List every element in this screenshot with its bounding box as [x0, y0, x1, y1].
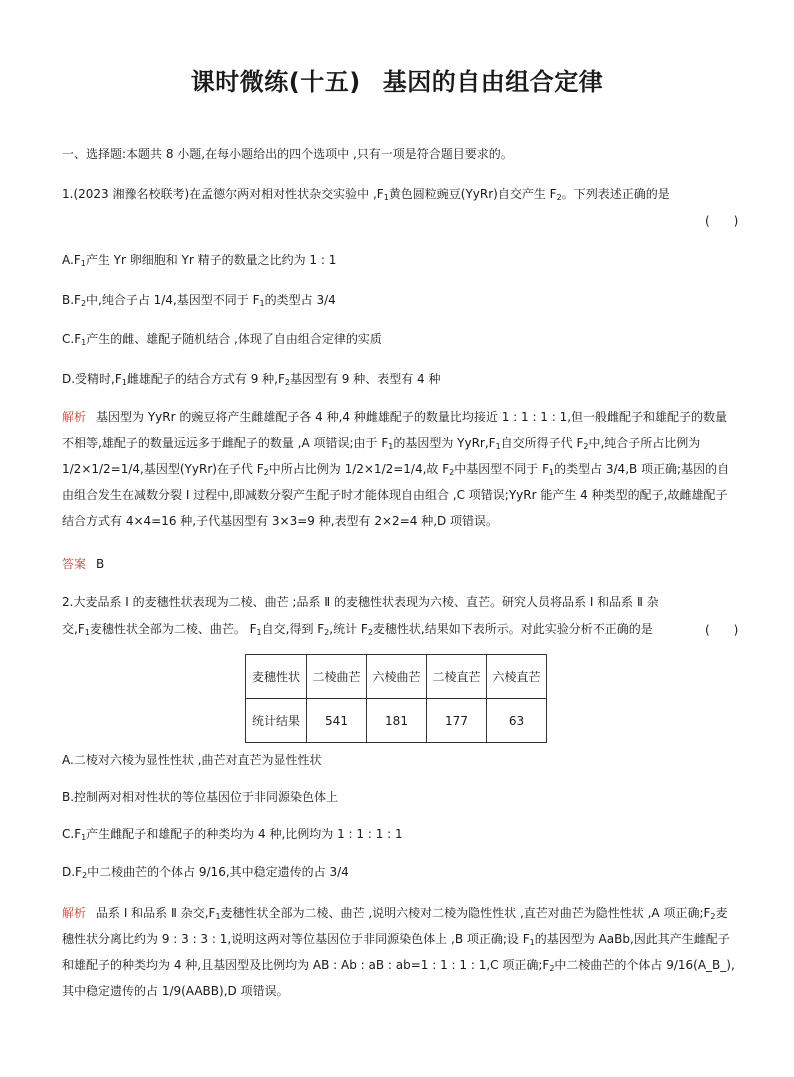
q2-option-d: $D.F_2$中二棱曲芒的个体占 9/16,其中稳定遗传的占 3/4 — [62, 865, 349, 880]
table-cell: 177 — [427, 699, 487, 743]
table-header-row — [246, 655, 547, 699]
q2-stem-line1: 2.大麦品系 Ⅰ 的麦穗性状表现为二棱、曲芒 ;品系 Ⅱ 的麦穗性状表现为六棱、直芒。研究人员将品系 Ⅰ 和品系 Ⅱ 杂 — [62, 595, 659, 609]
q2-stem-line2: 交$,F_1$麦穗性状全部为二棱、曲芒。 $F_1$自交,得到 $F_2$,统计 $F_2$麦穗性状,结果如下表所示。对此实验分析不正确的是 — [62, 622, 653, 637]
q2-option-a: A.二棱对六棱为显性性状 ,曲芒对直芒为显性性状 — [62, 753, 322, 767]
table-row-label: 统计结果 — [246, 699, 307, 743]
title-part2: 基因的自由组合定律 — [382, 68, 604, 96]
analysis-label: 解析 — [62, 410, 87, 424]
q1-answer-blank: ( ) — [705, 214, 739, 228]
q1-option-d: D.受精时$,F_1$雌雄配子的结合方式有 9 种$,F_2$基因型有 9 种、表型有 4 种 — [62, 372, 441, 387]
table-row — [246, 699, 547, 743]
q1-answer — [62, 556, 104, 572]
q1-option-a: $A.F_1$产生 Yr 卵细胞和 Yr 精子的数量之比约为 1 : 1 — [62, 253, 337, 268]
table-cell: 541 — [307, 699, 367, 743]
q2-option-c: $C.F_1$产生雌配子和雄配子的种类均为 4 种,比例均为 1 : 1 : 1 : 1 — [62, 827, 403, 842]
q2-option-b: B.控制两对相对性状的等位基因位于非同源染色体上 — [62, 790, 339, 804]
table-header-cell: 六棱直芒 — [487, 655, 547, 699]
table-header-cell: 二棱曲芒 — [307, 655, 367, 699]
q1-option-c: $C.F_1$产生的雌、雄配子随机结合 ,体现了自由组合定律的实质 — [62, 332, 382, 347]
q2-answer-blank: ( ) — [705, 623, 739, 637]
q2-analysis: 解析 品系 Ⅰ 和品系 Ⅱ 杂交$,F_1$麦穗性状全部为二棱、曲芒 ,说明六棱对二棱为隐性性状 ,直芒对曲芒为隐性性状 ,A 项正确$;F_2$麦穗性状分离比约为 9 : 3 : 3 : 1,说明这两对等位基因位于非同源染色体上 ,B 项正确;设 $F_1$的基因型为 AaBb,因此其产生雌配子和雄配子的种类均为 4 种,且基因型及比例均为 AB : Ab : aB : ab=1 : 1 : 1 : 1,C 项正确$;F_2$中二棱曲芒的个体占 9/16(A_B_),其中稳定遗传的占 1/9(AABB),D 项错误。 — [62, 906, 735, 998]
q1-stem: 1.(2023 湘豫名校联考)在孟德尔两对相对性状杂交实验中 $,F_1$黄色圆粒豌豆(YyRr)自交产生 $F_2$。下列表述正确的是 — [62, 187, 670, 202]
section-heading: 一、选择题:本题共 8 小题,在每小题给出的四个选项中 ,只有一项是符合题目要求的。 — [62, 147, 513, 161]
page-title — [0, 62, 794, 97]
title-part1: 课时微练(十五) — [190, 68, 361, 96]
analysis-label: 解析 — [62, 906, 87, 920]
answer-value: B — [96, 557, 105, 571]
results-table — [245, 654, 547, 743]
q1-analysis: 解析 基因型为 YyRr 的豌豆将产生雌雄配子各 4 种,4 种雌雄配子的数量比均接近 1 : 1 : 1 : 1,但一般雌配子和雄配子的数量不相等,雄配子的数量远远多于雌配子的数量 ,A 项错误;由于 $F_1$的基因型为 $YyRr,F_1$自交所得子代 $F_2$中,纯合子所占比例为 1/2×1/2=1/4,基因型(YyRr)在子代 $F_2$中所占比例为 1/2×1/2=1/4,故 $F_2$中基因型不同于 $F_1$的类型占 3/4,B 项正确;基因的自由组合发生在减数分裂 Ⅰ 过程中,即减数分裂产生配子时才能体现自由组合 ,C 项错误;YyRr 能产生 4 种类型的配子,故雌雄配子结合方式有 4×4=16 种,子代基因型有 3×3=9 种,表型有 2×2=4 种,D 项错误。 — [62, 410, 730, 528]
table-header-cell: 六棱曲芒 — [367, 655, 427, 699]
table-header-cell: 麦穗性状 — [246, 655, 307, 699]
table-cell: 181 — [367, 699, 427, 743]
answer-label: 答案 — [62, 557, 87, 571]
table-header-cell: 二棱直芒 — [427, 655, 487, 699]
table-cell: 63 — [487, 699, 547, 743]
q1-option-b: $B.F_2$中,纯合子占 1/4,基因型不同于 $F_1$的类型占 3/4 — [62, 293, 336, 308]
